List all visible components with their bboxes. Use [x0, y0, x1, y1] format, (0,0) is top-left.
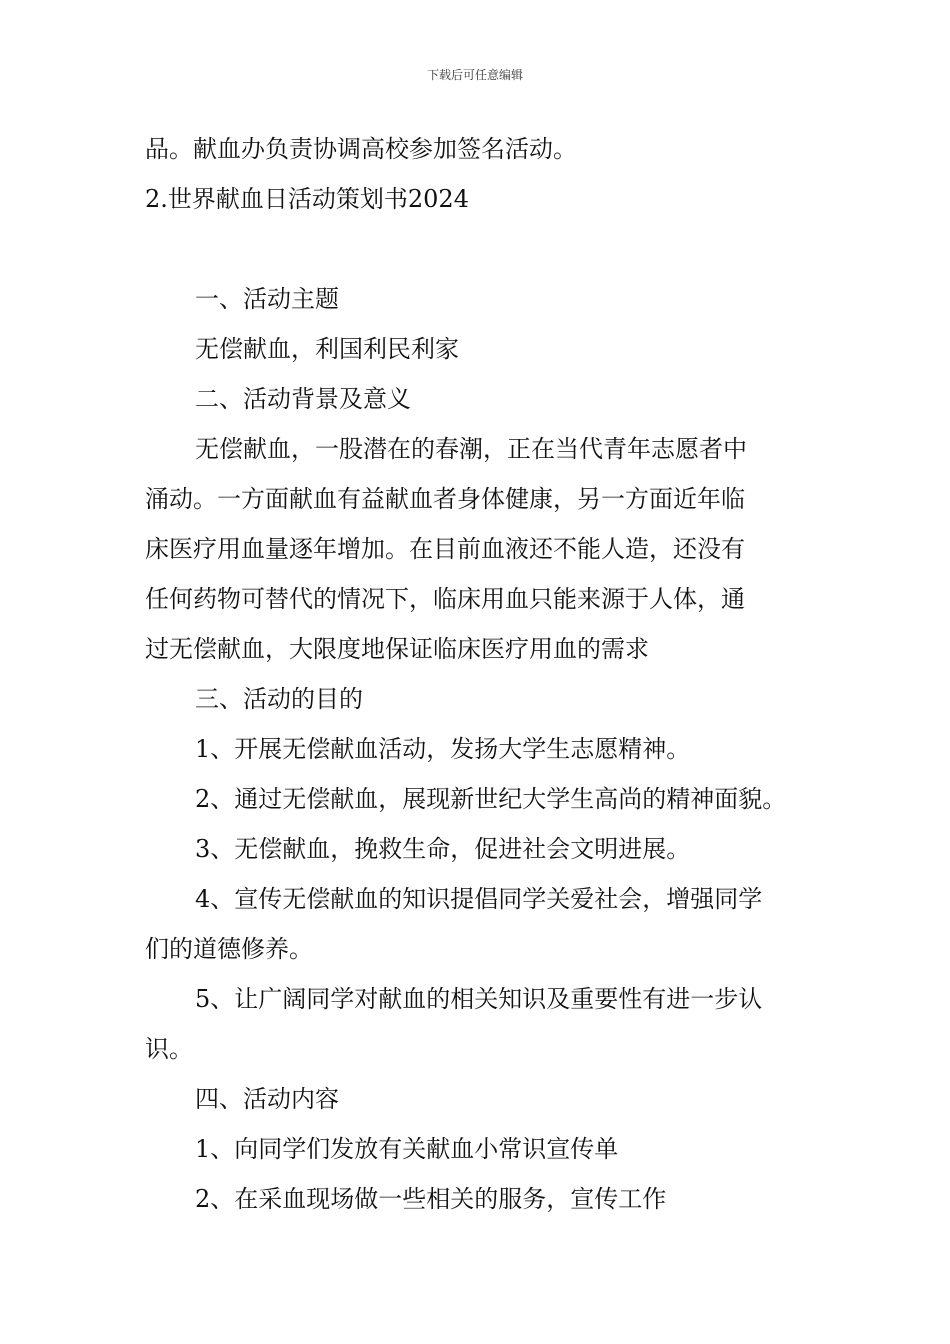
paragraph-line: 任何药物可替代的情况下，临床用血只能来源于人体，通 — [145, 585, 745, 613]
heading-background: 二、活动背景及意义 — [195, 385, 411, 413]
blank-line — [145, 228, 815, 278]
list-item: 2、通过无偿献血，展现新世纪大学生高尚的精神面貌。 — [195, 785, 787, 813]
list-item: 5、让广阔同学对献血的相关知识及重要性有进一步认 — [195, 985, 763, 1013]
document-body — [145, 128, 815, 1228]
list-item: 1、向同学们发放有关献血小常识宣传单 — [195, 1135, 619, 1163]
heading-purpose: 三、活动的目的 — [195, 685, 363, 713]
list-item: 2、在采血现场做一些相关的服务，宣传工作 — [195, 1185, 667, 1213]
heading-theme: 一、活动主题 — [195, 285, 339, 313]
page-header: 下载后可任意编辑 — [426, 68, 523, 82]
paragraph-line: 涌动。一方面献血有益献血者身体健康，另一方面近年临 — [145, 485, 745, 513]
list-item: 3、无偿献血，挽救生命，促进社会文明进展。 — [195, 835, 691, 863]
list-item: 1、开展无偿献血活动，发扬大学生志愿精神。 — [195, 735, 691, 763]
paragraph-line: 无偿献血，利国利民利家 — [195, 335, 459, 363]
paragraph-line: 过无偿献血，大限度地保证临床医疗用血的需求 — [145, 635, 649, 663]
section-title: 2.世界献血日活动策划书2024 — [145, 185, 469, 213]
paragraph-line: 无偿献血，一股潜在的春潮，正在当代青年志愿者中 — [195, 435, 747, 463]
paragraph-line: 床医疗用血量逐年增加。在目前血液还不能人造，还没有 — [145, 535, 745, 563]
list-item: 4、宣传无偿献血的知识提倡同学关爱社会，增强同学 — [195, 885, 763, 913]
list-item-continuation: 们的道德修养。 — [145, 935, 313, 963]
heading-content: 四、活动内容 — [195, 1085, 339, 1113]
paragraph-line: 品。献血办负责协调高校参加签名活动。 — [145, 135, 577, 163]
list-item-continuation: 识。 — [145, 1035, 193, 1063]
